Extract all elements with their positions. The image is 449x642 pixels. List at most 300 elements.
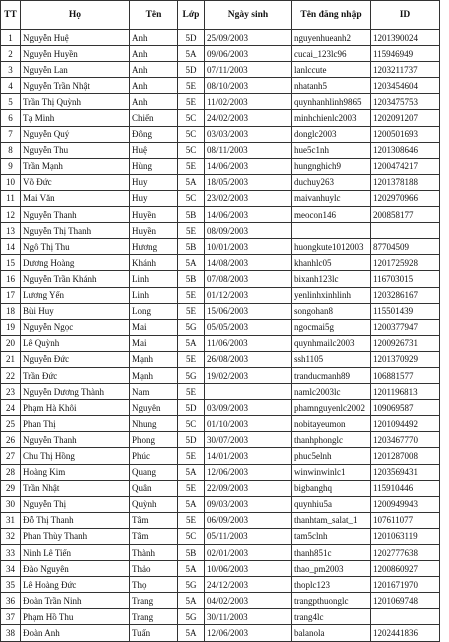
cell-ho: Trần Đức bbox=[21, 367, 130, 383]
cell-ngay-sinh: 11/06/2003 bbox=[205, 335, 292, 351]
cell-id: 1203454604 bbox=[371, 78, 440, 94]
cell-ngay-sinh: 12/06/2003 bbox=[205, 464, 292, 480]
cell-lop: 5C bbox=[178, 126, 205, 142]
cell-ten: Phong bbox=[130, 432, 178, 448]
cell-ten: Mạnh bbox=[130, 351, 178, 367]
cell-ho: Nguyễn Đức bbox=[21, 351, 130, 367]
cell-tt: 7 bbox=[1, 126, 21, 142]
cell-ngay-sinh bbox=[205, 384, 292, 400]
cell-ngay-sinh: 10/06/2003 bbox=[205, 561, 292, 577]
cell-ten: Chiến bbox=[130, 110, 178, 126]
cell-ten-dang-nhap: trangpthuonglc bbox=[292, 593, 371, 609]
cell-ho: Hoàng Kim bbox=[21, 464, 130, 480]
header-ten-dang-nhap: Tên đăng nhập bbox=[292, 1, 371, 30]
cell-ten-dang-nhap: donglc2003 bbox=[292, 126, 371, 142]
cell-ten-dang-nhap: tam5clnh bbox=[292, 528, 371, 544]
cell-ho: Mai Văn bbox=[21, 190, 130, 206]
cell-tt: 28 bbox=[1, 464, 21, 480]
table-row bbox=[1, 512, 440, 528]
cell-id bbox=[371, 609, 440, 625]
table-row bbox=[1, 416, 440, 432]
cell-ngay-sinh: 03/09/2003 bbox=[205, 400, 292, 416]
cell-ten-dang-nhap: phamnguyenlc2002 bbox=[292, 400, 371, 416]
cell-ho: Nguyễn Thị Thanh bbox=[21, 223, 130, 239]
cell-ten-dang-nhap: minhchienlc2003 bbox=[292, 110, 371, 126]
cell-ten: Phúc bbox=[130, 448, 178, 464]
cell-ho: Đoàn Anh bbox=[21, 625, 130, 641]
cell-ten: Linh bbox=[130, 287, 178, 303]
cell-tt: 19 bbox=[1, 319, 21, 335]
cell-ten-dang-nhap: thoplc123 bbox=[292, 577, 371, 593]
cell-ten-dang-nhap: nguyenhueanh2 bbox=[292, 30, 371, 46]
cell-ten-dang-nhap: songohan8 bbox=[292, 303, 371, 319]
cell-tt: 36 bbox=[1, 593, 21, 609]
cell-id: 1201378188 bbox=[371, 174, 440, 190]
cell-id: 1201063119 bbox=[371, 528, 440, 544]
cell-ngay-sinh: 11/02/2003 bbox=[205, 94, 292, 110]
cell-ten: Huy bbox=[130, 174, 178, 190]
cell-ho: Bùi Huy bbox=[21, 303, 130, 319]
cell-ho: Trần Thị Quỳnh bbox=[21, 94, 130, 110]
cell-tt: 27 bbox=[1, 448, 21, 464]
cell-tt: 16 bbox=[1, 271, 21, 287]
cell-ngay-sinh: 19/02/2003 bbox=[205, 367, 292, 383]
cell-id: 1202970966 bbox=[371, 190, 440, 206]
cell-tt: 1 bbox=[1, 30, 21, 46]
cell-tt: 26 bbox=[1, 432, 21, 448]
cell-ten: Anh bbox=[130, 78, 178, 94]
cell-ngay-sinh: 02/01/2003 bbox=[205, 545, 292, 561]
header-tt: TT bbox=[1, 1, 21, 30]
cell-ngay-sinh: 03/03/2003 bbox=[205, 126, 292, 142]
cell-id: 1201671970 bbox=[371, 577, 440, 593]
cell-ten: Tâm bbox=[130, 528, 178, 544]
cell-ho: Nguyễn Thanh bbox=[21, 207, 130, 223]
cell-ho: Nguyễn Thu bbox=[21, 142, 130, 158]
cell-tt: 29 bbox=[1, 480, 21, 496]
cell-tt: 20 bbox=[1, 335, 21, 351]
cell-lop: 5A bbox=[178, 464, 205, 480]
cell-ho: Đỗ Thị Thanh bbox=[21, 512, 130, 528]
cell-lop: 5E bbox=[178, 78, 205, 94]
cell-lop: 5G bbox=[178, 319, 205, 335]
cell-id: 1201196813 bbox=[371, 384, 440, 400]
cell-id: 1203475753 bbox=[371, 94, 440, 110]
table-row bbox=[1, 367, 440, 383]
cell-ngay-sinh: 06/09/2003 bbox=[205, 512, 292, 528]
cell-lop: 5E bbox=[178, 480, 205, 496]
cell-tt: 17 bbox=[1, 287, 21, 303]
cell-lop: 5E bbox=[178, 303, 205, 319]
cell-tt: 31 bbox=[1, 512, 21, 528]
cell-ten: Huệ bbox=[130, 142, 178, 158]
cell-lop: 5B bbox=[178, 207, 205, 223]
cell-lop: 5E bbox=[178, 223, 205, 239]
cell-tt: 3 bbox=[1, 62, 21, 78]
cell-ten-dang-nhap: bigbanghq bbox=[292, 480, 371, 496]
cell-tt: 10 bbox=[1, 174, 21, 190]
cell-id: 115946949 bbox=[371, 46, 440, 62]
cell-ten: Huy bbox=[130, 190, 178, 206]
cell-ngay-sinh: 09/06/2003 bbox=[205, 46, 292, 62]
cell-ho: Phạm Hồ Thu bbox=[21, 609, 130, 625]
cell-ngay-sinh: 14/06/2003 bbox=[205, 158, 292, 174]
header-row bbox=[1, 1, 440, 30]
cell-ngay-sinh: 08/11/2003 bbox=[205, 142, 292, 158]
cell-lop: 5E bbox=[178, 512, 205, 528]
cell-lop: 5A bbox=[178, 255, 205, 271]
cell-ten: Thảo bbox=[130, 561, 178, 577]
cell-ten-dang-nhap: thanhtam_salat_1 bbox=[292, 512, 371, 528]
table-row bbox=[1, 464, 440, 480]
cell-lop: 5C bbox=[178, 416, 205, 432]
cell-lop: 5B bbox=[178, 271, 205, 287]
cell-ten-dang-nhap: duchuy263 bbox=[292, 174, 371, 190]
cell-lop: 5E bbox=[178, 351, 205, 367]
cell-ten-dang-nhap: quynhanhlinh9865 bbox=[292, 94, 371, 110]
cell-id: 1200926731 bbox=[371, 335, 440, 351]
header-id: ID bbox=[371, 1, 440, 30]
cell-ho: Nguyễn Trần Nhật bbox=[21, 78, 130, 94]
cell-lop: 5C bbox=[178, 528, 205, 544]
cell-tt: 34 bbox=[1, 561, 21, 577]
cell-ten: Tuấn bbox=[130, 625, 178, 641]
cell-lop: 5B bbox=[178, 239, 205, 255]
table-row bbox=[1, 400, 440, 416]
cell-ten: Anh bbox=[130, 46, 178, 62]
cell-ten: Huyền bbox=[130, 207, 178, 223]
cell-id: 115501439 bbox=[371, 303, 440, 319]
table-row bbox=[1, 303, 440, 319]
cell-ho: Lê Quỳnh bbox=[21, 335, 130, 351]
cell-ho: Lê Hoàng Đức bbox=[21, 577, 130, 593]
cell-ngay-sinh: 07/08/2003 bbox=[205, 271, 292, 287]
cell-tt: 9 bbox=[1, 158, 21, 174]
cell-ten: Thành bbox=[130, 545, 178, 561]
cell-id: 1201725928 bbox=[371, 255, 440, 271]
cell-ngay-sinh: 25/09/2003 bbox=[205, 30, 292, 46]
header-ten: Tên bbox=[130, 1, 178, 30]
cell-tt: 15 bbox=[1, 255, 21, 271]
table-row bbox=[1, 528, 440, 544]
table-row bbox=[1, 448, 440, 464]
cell-lop: 5G bbox=[178, 367, 205, 383]
cell-lop: 5A bbox=[178, 335, 205, 351]
cell-ngay-sinh: 01/10/2003 bbox=[205, 416, 292, 432]
cell-tt: 18 bbox=[1, 303, 21, 319]
cell-tt: 8 bbox=[1, 142, 21, 158]
cell-ngay-sinh: 14/01/2003 bbox=[205, 448, 292, 464]
cell-ten-dang-nhap: quynhiu5a bbox=[292, 496, 371, 512]
table-row bbox=[1, 46, 440, 62]
cell-ngay-sinh: 30/11/2003 bbox=[205, 609, 292, 625]
cell-ho: Ngô Thị Thu bbox=[21, 239, 130, 255]
table-row bbox=[1, 78, 440, 94]
table-row bbox=[1, 545, 440, 561]
cell-ngay-sinh: 22/09/2003 bbox=[205, 480, 292, 496]
cell-ten-dang-nhap: cucai_123lc96 bbox=[292, 46, 371, 62]
cell-id: 200858177 bbox=[371, 207, 440, 223]
table-row bbox=[1, 174, 440, 190]
table-row bbox=[1, 30, 440, 46]
cell-lop: 5B bbox=[178, 545, 205, 561]
cell-ho: Nguyễn Trần Khánh bbox=[21, 271, 130, 287]
cell-ten-dang-nhap: meocon146 bbox=[292, 207, 371, 223]
cell-ngay-sinh: 14/06/2003 bbox=[205, 207, 292, 223]
cell-tt: 33 bbox=[1, 545, 21, 561]
cell-lop: 5D bbox=[178, 30, 205, 46]
cell-tt: 2 bbox=[1, 46, 21, 62]
cell-ten: Anh bbox=[130, 94, 178, 110]
cell-ten-dang-nhap: thao_pm2003 bbox=[292, 561, 371, 577]
cell-ho: Ninh Lê Tiến bbox=[21, 545, 130, 561]
cell-ngay-sinh: 18/05/2003 bbox=[205, 174, 292, 190]
cell-ngay-sinh: 07/11/2003 bbox=[205, 62, 292, 78]
cell-lop: 5A bbox=[178, 174, 205, 190]
cell-ho: Trần Nhật bbox=[21, 480, 130, 496]
cell-id bbox=[371, 223, 440, 239]
cell-ngay-sinh: 08/09/2003 bbox=[205, 223, 292, 239]
cell-ten: Trang bbox=[130, 593, 178, 609]
table-row bbox=[1, 561, 440, 577]
cell-ngay-sinh: 10/01/2003 bbox=[205, 239, 292, 255]
cell-ten-dang-nhap: tranducmanh89 bbox=[292, 367, 371, 383]
table-row bbox=[1, 384, 440, 400]
cell-ten: Hương bbox=[130, 239, 178, 255]
cell-ten-dang-nhap: bixanh123lc bbox=[292, 271, 371, 287]
cell-lop: 5C bbox=[178, 190, 205, 206]
cell-id: 1200474217 bbox=[371, 158, 440, 174]
cell-lop: 5C bbox=[178, 142, 205, 158]
cell-ten-dang-nhap: thanh851c bbox=[292, 545, 371, 561]
header-lop: Lớp bbox=[178, 1, 205, 30]
cell-id: 1202777638 bbox=[371, 545, 440, 561]
cell-tt: 30 bbox=[1, 496, 21, 512]
cell-ten: Huyền bbox=[130, 223, 178, 239]
cell-ho: Chu Thị Hồng bbox=[21, 448, 130, 464]
cell-ngay-sinh: 05/05/2003 bbox=[205, 319, 292, 335]
cell-ten: Tâm bbox=[130, 512, 178, 528]
cell-lop: 5E bbox=[178, 287, 205, 303]
table-row bbox=[1, 158, 440, 174]
cell-tt: 35 bbox=[1, 577, 21, 593]
cell-id: 1203569431 bbox=[371, 464, 440, 480]
table-row bbox=[1, 480, 440, 496]
cell-tt: 23 bbox=[1, 384, 21, 400]
cell-ngay-sinh: 12/06/2003 bbox=[205, 625, 292, 641]
table-row bbox=[1, 94, 440, 110]
cell-id: 1201287008 bbox=[371, 448, 440, 464]
cell-id: 1201069748 bbox=[371, 593, 440, 609]
cell-ngay-sinh: 08/10/2003 bbox=[205, 78, 292, 94]
cell-lop: 5A bbox=[178, 593, 205, 609]
cell-ngay-sinh: 23/02/2003 bbox=[205, 190, 292, 206]
cell-ten: Mai bbox=[130, 319, 178, 335]
cell-ho: Nguyễn Thanh bbox=[21, 432, 130, 448]
cell-ten-dang-nhap: khanhlc05 bbox=[292, 255, 371, 271]
cell-id: 115910446 bbox=[371, 480, 440, 496]
cell-ngay-sinh: 01/12/2003 bbox=[205, 287, 292, 303]
table-row bbox=[1, 609, 440, 625]
cell-id: 1200860927 bbox=[371, 561, 440, 577]
table-row bbox=[1, 110, 440, 126]
cell-id: 1203211737 bbox=[371, 62, 440, 78]
cell-lop: 5A bbox=[178, 46, 205, 62]
cell-ngay-sinh: 04/02/2003 bbox=[205, 593, 292, 609]
cell-ten: Hùng bbox=[130, 158, 178, 174]
table-row bbox=[1, 190, 440, 206]
cell-lop: 5D bbox=[178, 432, 205, 448]
cell-id: 1201390024 bbox=[371, 30, 440, 46]
cell-ho: Phạm Hà Khôi bbox=[21, 400, 130, 416]
cell-lop: 5D bbox=[178, 62, 205, 78]
cell-ten: Quân bbox=[130, 480, 178, 496]
cell-ho: Lương Yến bbox=[21, 287, 130, 303]
cell-tt: 21 bbox=[1, 351, 21, 367]
cell-tt: 5 bbox=[1, 94, 21, 110]
table-row bbox=[1, 142, 440, 158]
cell-ho: Nguyễn Quý bbox=[21, 126, 130, 142]
table-row bbox=[1, 319, 440, 335]
cell-ten: Thọ bbox=[130, 577, 178, 593]
cell-ten: Quang bbox=[130, 464, 178, 480]
cell-ten-dang-nhap: ngocmai5g bbox=[292, 319, 371, 335]
cell-id: 1200377947 bbox=[371, 319, 440, 335]
cell-tt: 37 bbox=[1, 609, 21, 625]
table-row bbox=[1, 207, 440, 223]
cell-ten-dang-nhap: yenlinhxinhlinh bbox=[292, 287, 371, 303]
cell-tt: 38 bbox=[1, 625, 21, 641]
table-row bbox=[1, 223, 440, 239]
cell-lop: 5E bbox=[178, 448, 205, 464]
table-row bbox=[1, 432, 440, 448]
cell-ngay-sinh: 24/02/2003 bbox=[205, 110, 292, 126]
cell-ngay-sinh: 09/03/2003 bbox=[205, 496, 292, 512]
table-row bbox=[1, 271, 440, 287]
table-row bbox=[1, 255, 440, 271]
cell-ten: Long bbox=[130, 303, 178, 319]
cell-tt: 4 bbox=[1, 78, 21, 94]
cell-tt: 22 bbox=[1, 367, 21, 383]
cell-ten-dang-nhap: winwinwinlc1 bbox=[292, 464, 371, 480]
cell-ten-dang-nhap: thanhphonglc bbox=[292, 432, 371, 448]
cell-ten-dang-nhap bbox=[292, 223, 371, 239]
cell-id: 1200949943 bbox=[371, 496, 440, 512]
cell-ten-dang-nhap: hue5c1nh bbox=[292, 142, 371, 158]
cell-ten-dang-nhap: quynhmailc2003 bbox=[292, 335, 371, 351]
cell-id: 1201094492 bbox=[371, 416, 440, 432]
table-row bbox=[1, 62, 440, 78]
cell-id: 1203467770 bbox=[371, 432, 440, 448]
cell-ten-dang-nhap: lanlccute bbox=[292, 62, 371, 78]
header-ho: Họ bbox=[21, 1, 130, 30]
cell-tt: 32 bbox=[1, 528, 21, 544]
cell-ten: Anh bbox=[130, 62, 178, 78]
cell-ten-dang-nhap: phuc5elnh bbox=[292, 448, 371, 464]
cell-ten-dang-nhap: ssh1105 bbox=[292, 351, 371, 367]
cell-ten: Nguyên bbox=[130, 400, 178, 416]
cell-id: 116703015 bbox=[371, 271, 440, 287]
cell-ten-dang-nhap: balanola bbox=[292, 625, 371, 641]
cell-tt: 24 bbox=[1, 400, 21, 416]
cell-ngay-sinh: 30/07/2003 bbox=[205, 432, 292, 448]
cell-lop: 5G bbox=[178, 609, 205, 625]
cell-ten-dang-nhap: hungnghich9 bbox=[292, 158, 371, 174]
cell-ho: Nguyễn Lan bbox=[21, 62, 130, 78]
cell-ten: Trang bbox=[130, 609, 178, 625]
cell-lop: 5A bbox=[178, 496, 205, 512]
cell-ten: Mạnh bbox=[130, 367, 178, 383]
cell-ten: Nam bbox=[130, 384, 178, 400]
cell-lop: 5E bbox=[178, 384, 205, 400]
cell-lop: 5A bbox=[178, 561, 205, 577]
cell-ngay-sinh: 26/08/2003 bbox=[205, 351, 292, 367]
cell-tt: 13 bbox=[1, 223, 21, 239]
cell-ho: Trần Mạnh bbox=[21, 158, 130, 174]
cell-ten-dang-nhap: namlc2003lc bbox=[292, 384, 371, 400]
table-row bbox=[1, 496, 440, 512]
cell-ho: Nguyễn Thị bbox=[21, 496, 130, 512]
cell-tt: 25 bbox=[1, 416, 21, 432]
table-row bbox=[1, 351, 440, 367]
table-row bbox=[1, 593, 440, 609]
cell-lop: 5C bbox=[178, 110, 205, 126]
cell-ngay-sinh: 15/06/2003 bbox=[205, 303, 292, 319]
cell-id: 1201308646 bbox=[371, 142, 440, 158]
cell-ten-dang-nhap: trang4lc bbox=[292, 609, 371, 625]
cell-tt: 6 bbox=[1, 110, 21, 126]
cell-ten-dang-nhap: huongkute1012003 bbox=[292, 239, 371, 255]
cell-ho: Phan Thị bbox=[21, 416, 130, 432]
cell-ngay-sinh: 05/11/2003 bbox=[205, 528, 292, 544]
cell-ho: Nguyễn Dương Thành bbox=[21, 384, 130, 400]
table-row bbox=[1, 335, 440, 351]
cell-ho: Nguyễn Huyền bbox=[21, 46, 130, 62]
cell-ho: Phan Thùy Thanh bbox=[21, 528, 130, 544]
cell-ho: Võ Đức bbox=[21, 174, 130, 190]
cell-lop: 5G bbox=[178, 577, 205, 593]
cell-lop: 5E bbox=[178, 158, 205, 174]
cell-ten: Đông bbox=[130, 126, 178, 142]
cell-ho: Đoàn Trần Ninh bbox=[21, 593, 130, 609]
cell-ten: Linh bbox=[130, 271, 178, 287]
cell-lop: 5D bbox=[178, 400, 205, 416]
cell-id: 1201370929 bbox=[371, 351, 440, 367]
header-ngay-sinh: Ngày sinh bbox=[205, 1, 292, 30]
cell-ten-dang-nhap: nhatanh5 bbox=[292, 78, 371, 94]
cell-ten-dang-nhap: maivanhuylc bbox=[292, 190, 371, 206]
cell-ngay-sinh: 14/08/2003 bbox=[205, 255, 292, 271]
cell-ho: Nguyễn Ngọc bbox=[21, 319, 130, 335]
cell-ten: Anh bbox=[130, 30, 178, 46]
cell-id: 107611077 bbox=[371, 512, 440, 528]
cell-ho: Tạ Minh bbox=[21, 110, 130, 126]
cell-ho: Đào Nguyên bbox=[21, 561, 130, 577]
table-row bbox=[1, 577, 440, 593]
cell-id: 109069587 bbox=[371, 400, 440, 416]
cell-ten: Quỳnh bbox=[130, 496, 178, 512]
cell-ngay-sinh: 24/12/2003 bbox=[205, 577, 292, 593]
cell-id: 1202091207 bbox=[371, 110, 440, 126]
cell-lop: 5A bbox=[178, 625, 205, 641]
page-margin bbox=[440, 0, 449, 612]
cell-lop: 5E bbox=[178, 94, 205, 110]
cell-tt: 14 bbox=[1, 239, 21, 255]
table-row bbox=[1, 625, 440, 641]
table-row bbox=[1, 126, 440, 142]
cell-ten: Mai bbox=[130, 335, 178, 351]
cell-ho: Dương Hoàng bbox=[21, 255, 130, 271]
